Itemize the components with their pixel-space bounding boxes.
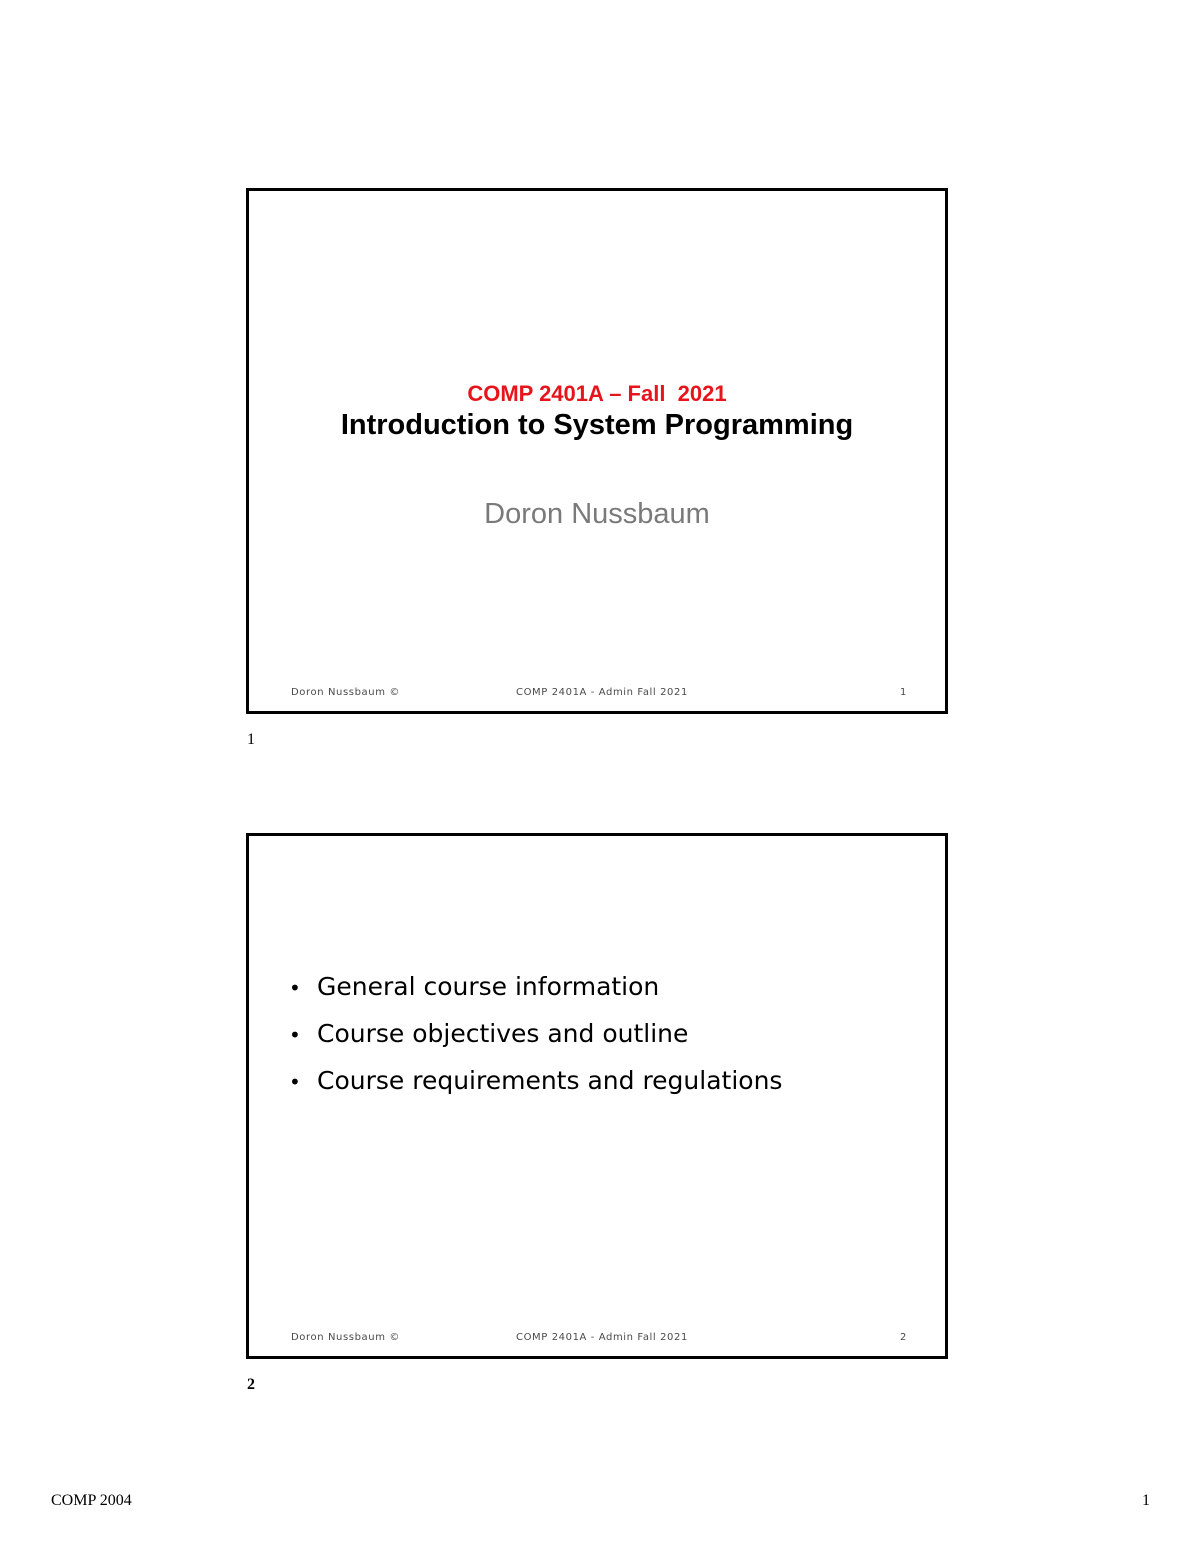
slide-footer-number: 1 bbox=[900, 687, 907, 698]
slide-label: 1 bbox=[247, 731, 255, 748]
page-number: 1 bbox=[1142, 1492, 1150, 1509]
page-footer-course: COMP 2004 bbox=[51, 1492, 132, 1509]
slide-footer-number: 2 bbox=[900, 1332, 907, 1343]
bullet-text: General course information bbox=[317, 972, 660, 1001]
bullet-text: Course objectives and outline bbox=[317, 1019, 689, 1048]
bullet-item bbox=[289, 964, 782, 1011]
slide-footer-course: COMP 2401A - Admin Fall 2021 bbox=[516, 687, 688, 698]
bullet-text: Course requirements and regulations bbox=[317, 1066, 783, 1095]
bullet-icon: • bbox=[289, 976, 301, 1000]
slide-footer-author: Doron Nussbaum © bbox=[291, 1332, 400, 1343]
bullet-icon: • bbox=[289, 1070, 301, 1094]
slide-author: Doron Nussbaum bbox=[484, 498, 710, 530]
slide-footer-author: Doron Nussbaum © bbox=[291, 687, 400, 698]
bullet-item bbox=[289, 1011, 782, 1058]
slide-title: Introduction to System Programming bbox=[340, 409, 854, 441]
slide-2 bbox=[246, 833, 948, 1359]
slide-1 bbox=[246, 188, 948, 714]
slide-footer-course: COMP 2401A - Admin Fall 2021 bbox=[516, 1332, 688, 1343]
slide-label: 2 bbox=[247, 1376, 255, 1393]
slide-course-line: COMP 2401A – Fall 2021 bbox=[467, 381, 727, 406]
bullet-list bbox=[289, 964, 782, 1105]
bullet-icon: • bbox=[289, 1023, 301, 1047]
bullet-item bbox=[289, 1058, 782, 1105]
